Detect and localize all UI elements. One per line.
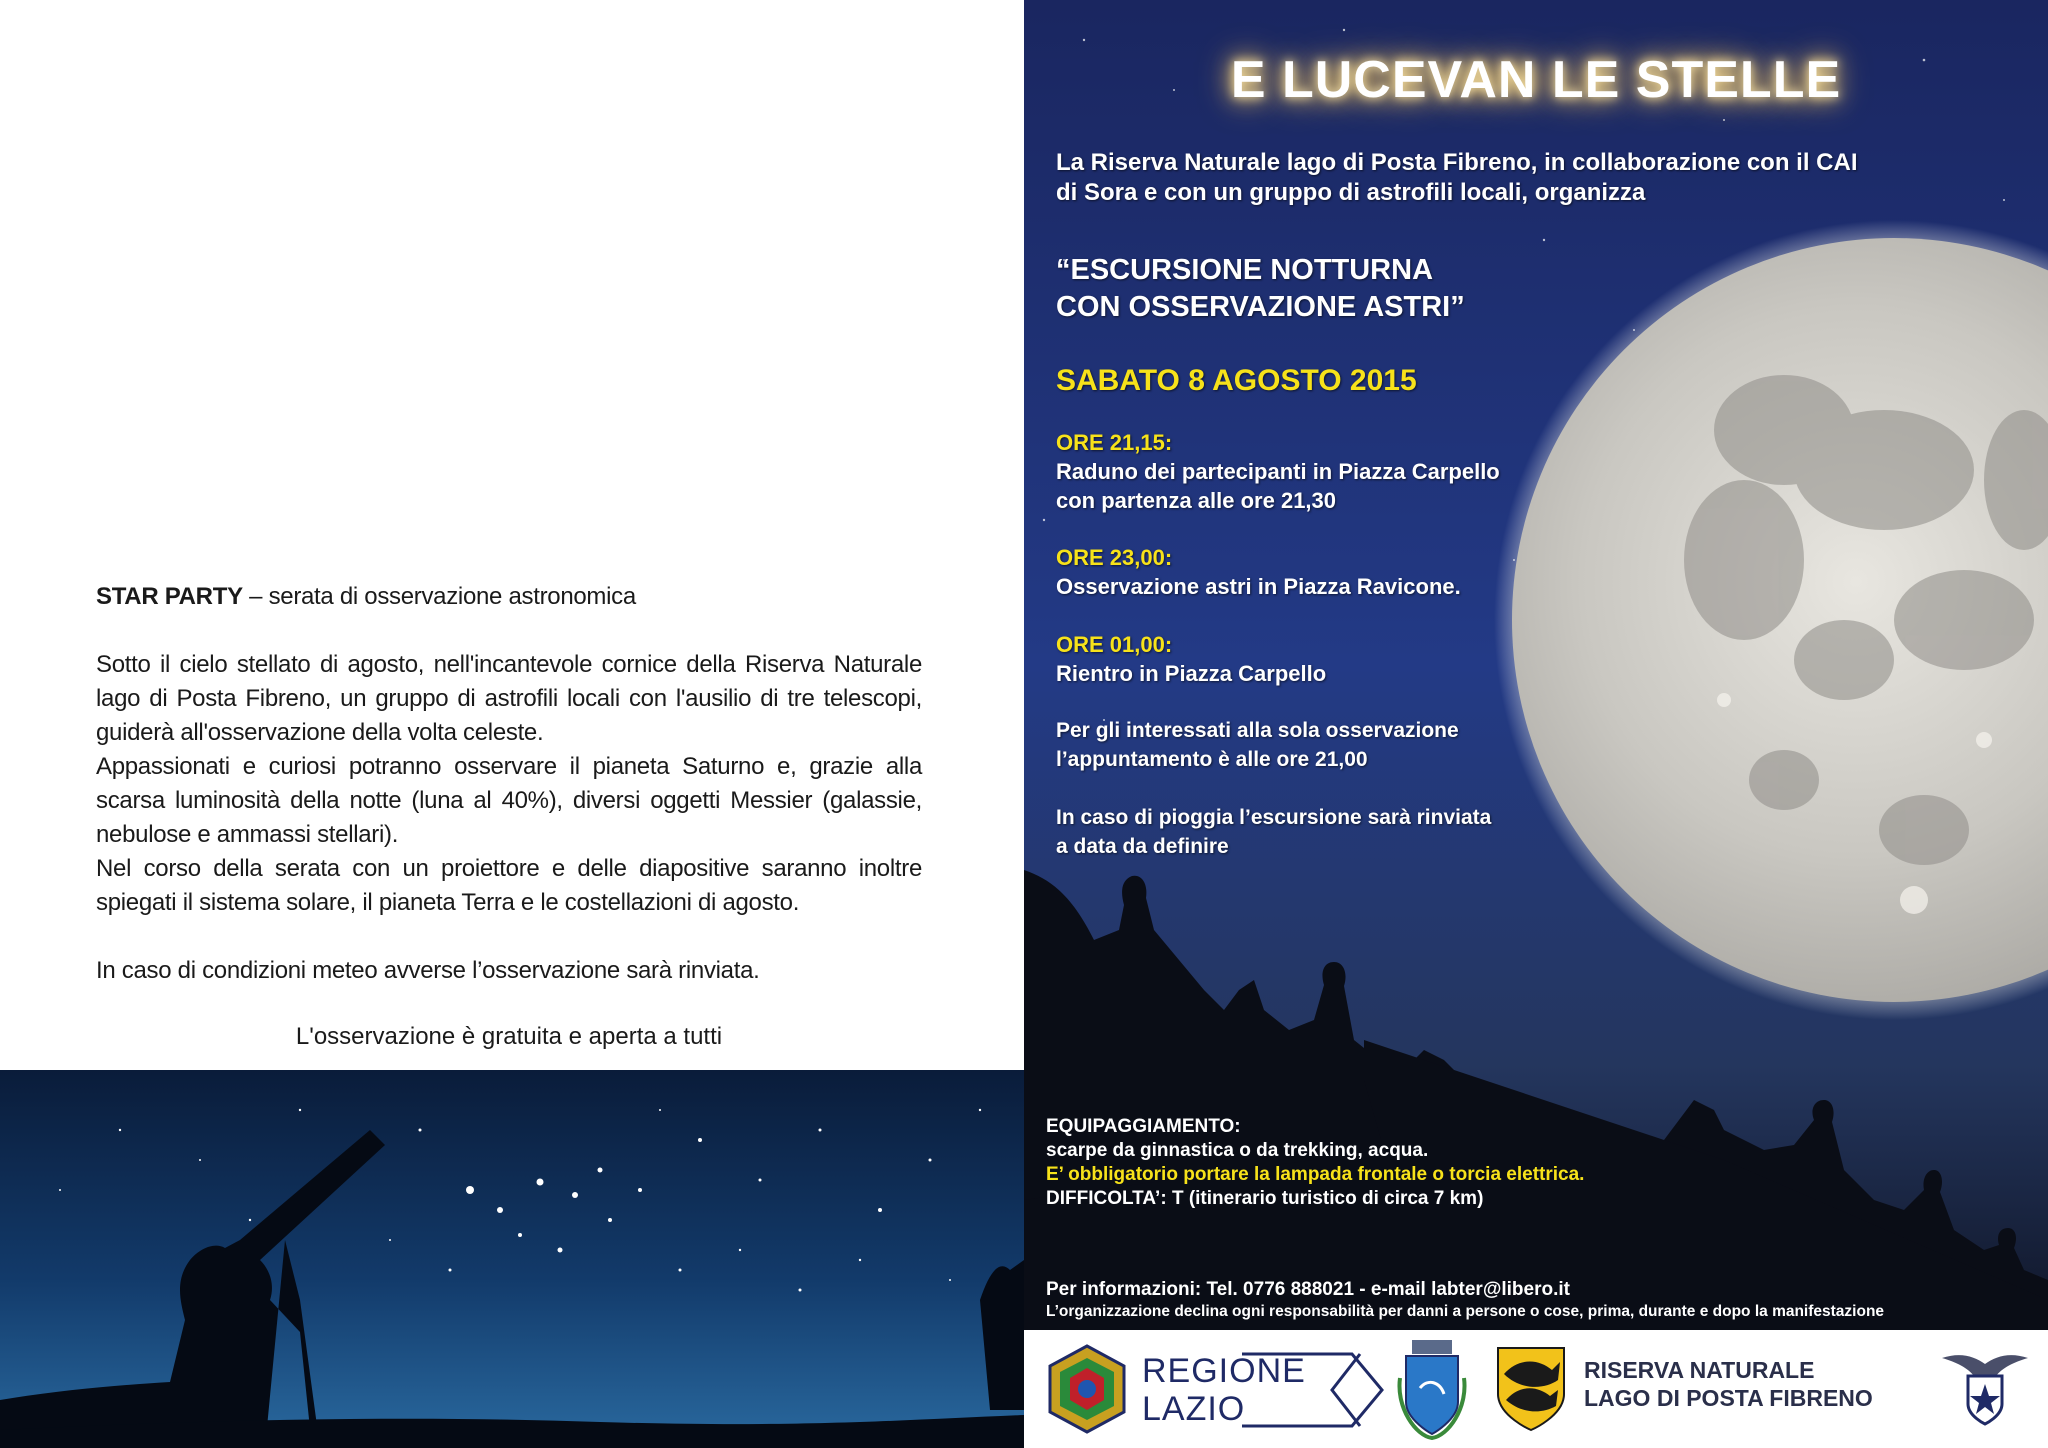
paragraph-projector: Nel corso della serata con un proiettore e delle diapositive saranno inoltre spiegati il sistema solare, il pianeta Terra e le costellazioni di agosto. — [96, 855, 922, 916]
equipment-label: EQUIPAGGIAMENTO: — [1046, 1116, 1241, 1137]
schedule-line-1: Rientro in Piazza Carpello — [1056, 661, 1327, 686]
reserve-line-2: LAGO DI POSTA FIBRENO — [1584, 1385, 1873, 1411]
cai-eagle-emblem-icon — [1940, 1348, 2030, 1428]
equipment-mandatory: E’ obbligatorio portare la lampada frontale o torcia elettrica. — [1046, 1164, 1585, 1185]
region-line-2: LAZIO — [1142, 1390, 1246, 1428]
difficulty-level: DIFFICOLTA’: T (itinerario turistico di circa 7 km) — [1046, 1188, 1484, 1209]
observation-line-1: Per gli interessati alla sola osservazione — [1056, 719, 1459, 742]
description-heading — [96, 580, 922, 614]
contact-section — [1046, 1278, 1884, 1322]
star-party-label: STAR PARTY — [96, 583, 243, 610]
observation-line-2: l’appuntamento è alle ore 21,00 — [1056, 748, 1368, 771]
contact-info: Per informazioni: Tel. 0776 888021 - e-mail labter@libero.it — [1046, 1279, 1570, 1300]
regione-lazio-arrow-icon — [1242, 1348, 1392, 1432]
intro-line-1: La Riserva Naturale lago di Posta Fibreno, in collaborazione con il CAI — [1056, 149, 1858, 176]
paragraph-intro: Sotto il cielo stellato di agosto, nell'incantevole cornice della Riserva Naturale lago di Posta Fibreno, un gruppo di astrofili locali con l'ausilio di tre telescopi, guiderà all'osservazione della volta celeste. — [96, 651, 922, 746]
event-description — [96, 580, 922, 988]
schedule-line-1: Raduno dei partecipanti in Piazza Carpello — [1056, 459, 1500, 484]
observation-only-note — [1056, 716, 1459, 774]
reserve-line-1: RISERVA NATURALE — [1584, 1357, 1815, 1383]
poster-intro — [1056, 148, 2016, 208]
rain-note — [1056, 803, 1491, 861]
schedule-time: ORE 01,00: — [1056, 632, 1173, 657]
intro-line-2: di Sora e con un gruppo di astrofili locali, organizza — [1056, 179, 1646, 206]
stargazer-image — [0, 1070, 1024, 1448]
municipality-crest-icon — [1396, 1338, 1468, 1440]
equipment-text: scarpe da ginnastica o da trekking, acqua. — [1046, 1140, 1429, 1161]
rain-line-1: In caso di pioggia l’escursione sarà rinviata — [1056, 806, 1492, 829]
disclaimer: L’organizzazione declina ogni responsabilità per danni a persone o cose, prima, durante e dopo la manifestazione — [1046, 1303, 1885, 1320]
equipment-section — [1046, 1115, 1584, 1211]
event-date: SABATO 8 AGOSTO 2015 — [1056, 364, 1417, 397]
poster-subtitle — [1056, 252, 1465, 326]
schedule-item — [1056, 630, 1326, 688]
free-entry-note: L'osservazione è gratuita e aperta a tutti — [295, 1023, 723, 1050]
schedule-item — [1056, 543, 1461, 601]
region-line-1: REGIONE — [1142, 1352, 1306, 1390]
schedule-time: ORE 21,15: — [1056, 430, 1173, 455]
reserve-fish-emblem-icon — [1494, 1344, 1568, 1432]
heading-subtitle: – serata di osservazione astronomica — [242, 583, 636, 610]
schedule-time: ORE 23,00: — [1056, 545, 1173, 570]
sponsor-logo-bar — [1024, 1330, 2048, 1448]
riserva-naturale-logo — [1584, 1356, 1873, 1412]
paragraph-weather: In caso di condizioni meteo avverse l’osservazione sarà rinviata. — [96, 957, 760, 984]
rain-line-2: a data da definire — [1056, 835, 1229, 858]
schedule-line-2: con partenza alle ore 21,30 — [1056, 488, 1337, 513]
event-poster — [1024, 0, 2048, 1448]
poster-title: E LUCEVAN LE STELLE — [1230, 51, 1842, 109]
schedule-item — [1056, 428, 1500, 515]
subtitle-line-1: “ESCURSIONE NOTTURNA — [1056, 254, 1434, 286]
schedule-line-1: Osservazione astri in Piazza Ravicone. — [1056, 574, 1461, 599]
subtitle-line-2: CON OSSERVAZIONE ASTRI” — [1056, 291, 1465, 323]
paragraph-targets: Appassionati e curiosi potranno osservare il pianeta Saturno e, grazie alla scarsa luminosità della notte (luna al 40%), diversi oggetti Messier (galassie, nebulose e ammassi stellari). — [96, 753, 922, 848]
regione-lazio-emblem-icon — [1044, 1344, 1130, 1434]
